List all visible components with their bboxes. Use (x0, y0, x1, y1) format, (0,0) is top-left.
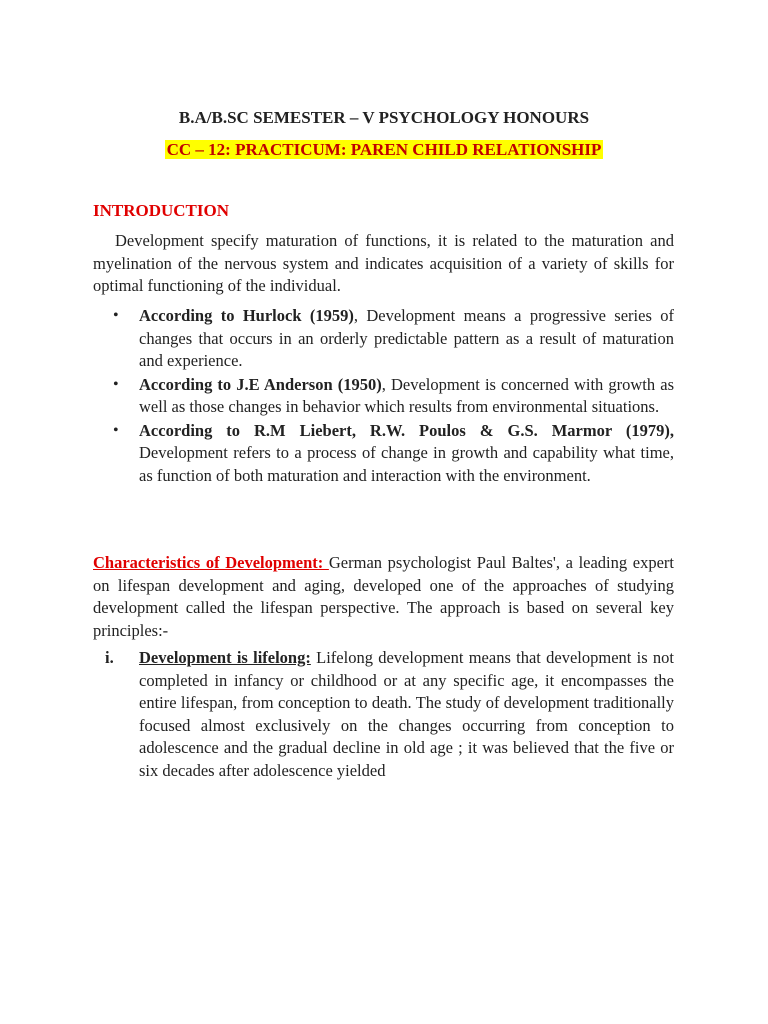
principle-item (93, 647, 674, 782)
definition-text: , Development is concerned with growth as well as those changes in behavior which results from environmental situations. (139, 374, 674, 416)
definition-list (93, 305, 674, 488)
definition-item (93, 420, 674, 488)
bullet-icon: • (113, 375, 119, 393)
bullet-icon: • (113, 307, 119, 324)
bullet-icon: • (113, 421, 119, 439)
definition-source: According to J.E Anderson (1950) (139, 374, 382, 394)
definition-source: According to Hurlock (1959) (139, 306, 354, 325)
characteristics-heading: Characteristics of Development: (93, 553, 329, 572)
definition-item (93, 374, 674, 419)
definition-item (93, 305, 674, 373)
course-subtitle (0, 139, 768, 161)
course-subtitle-highlight: CC – 12: PRACTICUM: PAREN CHILD RELATIONSHIP (166, 140, 602, 159)
characteristics-text: German psychologist Paul Baltes', a leading expert on lifespan development and aging, developed one of the approaches of studying development called the lifespan perspective. The approach is based on several key principles:- (93, 553, 674, 640)
characteristics-paragraph (93, 552, 674, 642)
principle-title: Development is lifelong: (139, 648, 311, 667)
principle-numeral: i. (105, 648, 114, 667)
introduction-paragraph: Development specify maturation of functions, it is related to the maturation and myelination of the nervous system and indicates acquisition of a variety of skills for optimal functioning of the individual. (93, 231, 674, 295)
definition-text: Development refers to a process of change in growth and capability what time, as function of both maturation and interaction with the environment. (139, 443, 674, 485)
course-title: B.A/B.SC SEMESTER – V PSYCHOLOGY HONOURS (178, 108, 590, 127)
introduction-heading: INTRODUCTION (93, 201, 230, 220)
principle-text: Lifelong development means that development is not completed in infancy or childhood or at any specific age, it encompasses the entire lifespan, from conception to death. The study of development traditionally focused almost exclusively on the changes occurring from conception to adolescence and the gradual decline in old age ; it was believed that the five or six decades after adolescence yielded (139, 648, 675, 780)
principles-list (93, 647, 674, 782)
definition-source: According to R.M Liebert, R.W. Poulos & G.S. Marmor (1979), (139, 420, 674, 440)
definition-text: , Development means a progressive series of changes that occurs in an orderly predictable pattern as a result of maturation and experience. (139, 306, 674, 370)
